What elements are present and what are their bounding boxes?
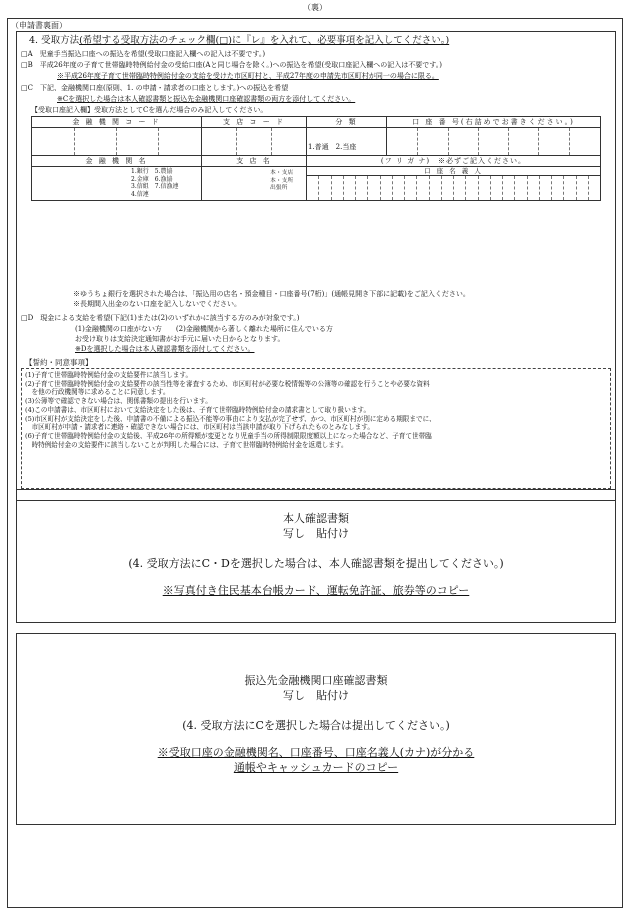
bank-doc-examples-2: 通帳やキャッシュカードのコピー (233, 761, 399, 774)
bank-doc-examples-1: ※受取口座の金融機関名、口座番号、口座名義人(カナ)が分かる (157, 746, 475, 760)
id-doc-instruction: (4. 受取方法にC・Dを選択した場合は、本人確認書類を提出してください。) (128, 556, 504, 570)
page-marker: （裏） (303, 3, 327, 12)
heading-prefix: 4. 受取方法 (29, 35, 80, 46)
heading-instruction: (希望する受取方法のチェック欄(□)に『レ』を入れて、必要事項を記入してください。) (79, 35, 450, 46)
pledge-line: 時特例給付金の支給要件に該当しないことが判明した場合には、子育て世帯臨時特例給付金を返還します。 (25, 440, 348, 449)
category-select[interactable]: 1.普通 2.当座 (307, 128, 387, 156)
branch-code-input[interactable] (202, 128, 307, 156)
section-title: （申請書裏面） (11, 21, 67, 30)
pledge-title: 【誓約・同意事項】 (25, 358, 93, 367)
bank-document-attachment-area (16, 633, 616, 825)
bank-name-header: 金 融 機 関 名 (32, 156, 202, 167)
option-c-checkbox[interactable]: □C 下記、金融機関口座(原則、1. の申請・請求者の口座とします。)への振込を希望 (21, 84, 289, 92)
option-d-checkbox[interactable]: □D 現金による支給を希望(下記(1)または(2)のいずれかに該当する方のみが対象です。) (21, 314, 300, 322)
option-b-note: ※平成26年度子育て世帯臨時特例給付金の支給を受けた市区町村と、平成27年度の申請先市区町村が同一の場合に限る。 (57, 72, 439, 80)
account-holder-input[interactable] (307, 167, 601, 201)
bank-code-header: 金 融 機 関 コ ー ド (32, 117, 202, 128)
pledge-line: (3)公簿等で確認できない場合は、関係書類の提出を行います。 (25, 397, 212, 406)
account-number-header: 口 座 番 号(右詰めでお書きください。) (387, 117, 601, 128)
bank-doc-subtitle: 写し 貼付け (283, 688, 349, 702)
bank-code-input[interactable] (32, 128, 202, 156)
account-entry-table (31, 116, 601, 201)
id-doc-title: 本人確認書類 (283, 512, 349, 525)
receipt-method-heading (29, 35, 449, 47)
pledge-line: (5)市区町村が支給決定をした後、申請書の不備による振込不能等の事由により支払が完了せず、かつ、市区町村が別に定める期限までに、 (25, 414, 436, 423)
holder-header: 口 座 名 義 人 (307, 167, 600, 176)
bank-doc-instruction: (4. 受取方法にCを選択した場合は提出してください。) (182, 718, 450, 732)
id-doc-examples: ※写真付き住民基本台帳カード、運転免許証、旅券等のコピー (162, 584, 470, 598)
bank-doc-title: 振込先金融機関口座確認書類 (244, 674, 388, 687)
furigana-header: (フ リ ガ ナ) ※必ずご記入ください。 (307, 156, 601, 167)
pledge-line: (2)子育て世帯臨時特例給付金の支給要件の該当性等を審査するため、市区町村が必要な税情報等の公簿等の確認を行うことや必要な資料 (25, 379, 430, 388)
account-number-input[interactable] (387, 128, 601, 156)
pledge-line: (6)子育て世帯臨時特例給付金の支給後、平成26年の所得額が変更となり児童手当の所得制限限度額以上になった場合など、子育て世帯臨 (25, 431, 432, 440)
form-frame (7, 18, 623, 908)
branch-code-header: 支 店 コ ー ド (202, 117, 307, 128)
bank-name-input[interactable] (32, 167, 202, 201)
option-d-line1: (1)金融機関の口座がない方 (2)金融機関から著しく離れた場所に住んでいる方 (75, 325, 333, 333)
id-document-attachment-area (16, 489, 616, 623)
option-d-line2: お受け取りは支給決定通知書がお手元に届いた日からとなります。 (75, 335, 285, 343)
option-b-checkbox[interactable]: □B 平成26年度の子育て世帯臨時特例給付金の受給口座(Aと同じ場合を除く。)への振込を希望(受取口座記入欄への記入は不要です。) (21, 61, 442, 69)
option-c-note: ※Cを選択した場合は本人確認書類と振込先金融機関口座確認書類の両方を添付してください。 (57, 95, 356, 103)
option-a-checkbox[interactable]: □A 児童手当振込口座への振込を希望(受取口座記入欄への記入は不要です。) (21, 50, 266, 58)
branch-name-header: 支 店 名 (202, 156, 307, 167)
category-header: 分 類 (307, 117, 387, 128)
pledge-line: 市区町村が申請・請求者に連絡・確認できない場合には、市区町村は当該申請が取り下げられたものとみなします。 (25, 423, 374, 432)
longterm-note: ※長期間入出金のない口座を記入しないでください。 (73, 300, 241, 308)
receipt-method-section (16, 31, 616, 501)
pledge-line: を他の行政機関等に求めることに同意します。 (25, 388, 170, 397)
pledge-box (21, 368, 611, 489)
account-entry-label: 【受取口座記入欄】受取方法としてCを選んだ場合のみ記入してください。 (31, 106, 268, 114)
branch-type-options[interactable]: 本・支店 本・支所 出張所 (270, 170, 294, 192)
option-d-note: ※Dを選択した場合は本人確認書類を添付してください。 (75, 345, 255, 353)
bank-type-options[interactable]: 1.銀行 5.農協 2.金庫 6.漁協 3.信組 7.信漁連 4.信連 (131, 168, 179, 198)
id-doc-subtitle: 写し 貼付け (283, 526, 349, 540)
branch-name-input[interactable] (202, 167, 307, 201)
pledge-line: (1)子育て世帯臨時特例給付金の支給要件に該当します。 (25, 371, 193, 379)
pledge-line: (4)この申請書は、市区町村において支給決定をした後は、子育て世帯臨時特例給付金の請求書として取り扱います。 (25, 405, 371, 414)
yucho-note: ※ゆうちょ銀行を選択された場合は、「振込用の店名・預金種目・口座番号(7桁)」(通帳見開き下部に記載)をご記入ください。 (73, 290, 470, 298)
